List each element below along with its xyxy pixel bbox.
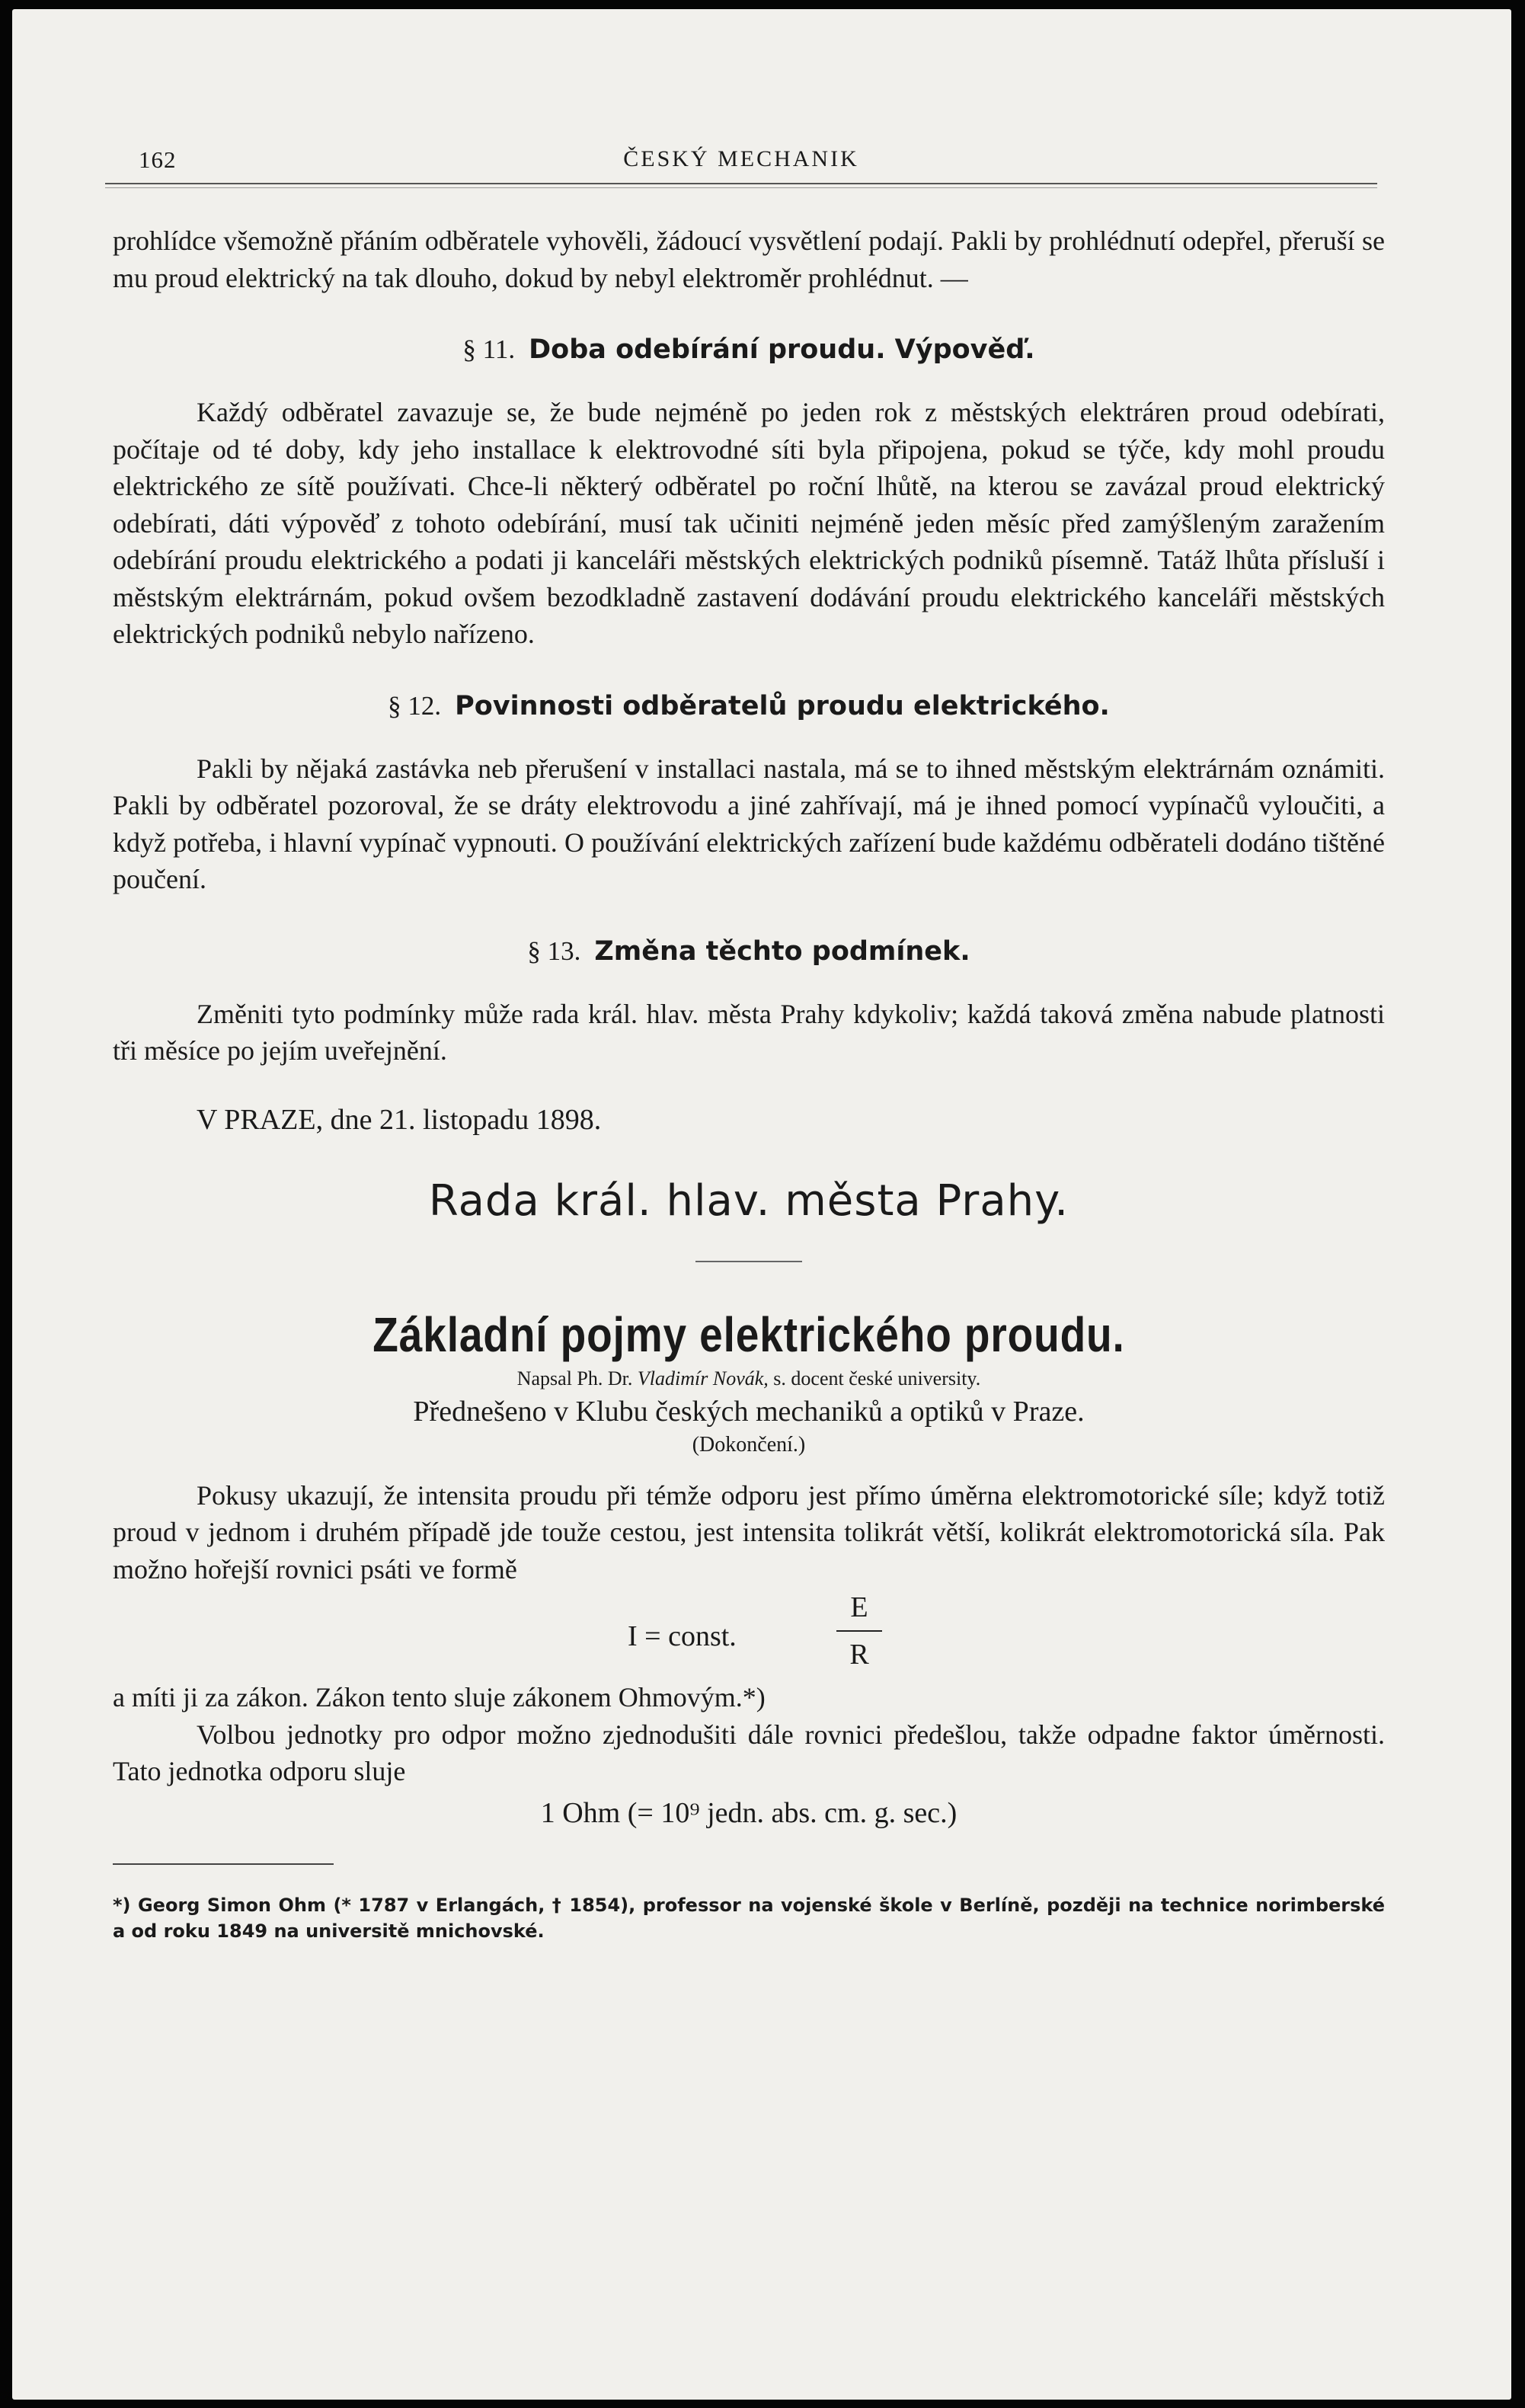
paragraph-continuation: prohlídce všemožně přáním odběratele vyhověli, žádoucí vysvětlení podají. Pakli by prohlédnutí odepřel, přeruší se mu proud elektrický na tak dlouho, dokud by nebyl elektroměr prohlédnut. — [113,225,1385,293]
formula-denominator: R [849,1639,869,1671]
venue-line: Přednešeno v Klubu českých mechaniků a optiků v Praze. [413,1395,1085,1428]
section-title: Doba odebírání proudu. Výpověď. [529,334,1035,365]
header-rule [105,183,1377,188]
paragraph: Každý odběratel zavazuje se, že bude nejméně po jeden rok z městských elektráren proud odebírati, počítaje od té doby, kdy jeho installace k elektrovodné síti byla připojena, pokud se týče, kdy mohl proudu elektrického ze sítě používati. Chce-li některý odběratel po roční lhůtě, na kterou se zavázal proud elektrický odebírati, dáti výpověď z tohoto odebírání, musí tak učiniti nejméně jeden měsíc před zamýšleným zaražením odebírání proudu elektrického a podati ji kanceláři městských elektrických podniků písemně. Tatáž lhůta přísluší i městským elektrárnám, pokud ovšem bezodkladně zastavení dodávání proudu elektrického kanceláři městských elektrických podniků nebylo nařízeno. [113,397,1385,649]
running-title: ČESKÝ MECHANIK [623,146,859,171]
byline-suffix: s. docent české university. [773,1367,981,1389]
scanned-page [12,9,1511,2400]
ohm-formula [113,1588,1385,1679]
byline-prefix: Napsal Ph. Dr. [516,1367,633,1389]
ohm-unit-definition: 1 Ohm (= 10⁹ jedn. abs. cm. g. sec.) [540,1796,958,1829]
section-11-heading [113,334,1385,365]
signature: Rada král. hlav. města Prahy. [428,1175,1069,1226]
section-number: § 13. [527,935,581,966]
paragraph: Změniti tyto podmínky může rada král. hlav. města Prahy kdykoliv; každá taková změna nabude platnosti tři měsíce po jejím uveřejnění. [113,998,1385,1066]
page-number: 162 [139,146,177,173]
section-title: Změna těchto podmínek. [594,935,970,967]
footnote: *) Georg Simon Ohm (* 1787 v Erlangách, † 1854), professor na vojenské škole v Berlíně, později na technice norimberské a od roku 1849 na universitě mnichovské. [113,1894,1385,1942]
separator-rule [695,1261,802,1262]
dateline: V PRAZE, dne 21. listopadu 1898. [197,1103,602,1136]
section-title: Povinnosti odběratelů proudu elektrického. [455,690,1110,721]
fraction-bar [836,1630,882,1632]
section-number: § 12. [388,690,442,721]
paragraph: Volbou jednotky pro odpor možno zjednodušiti dále rovnici předešlou, takže odpadne faktor úměrnosti. Tato jednotka odporu sluje [113,1719,1385,1786]
continued-note: (Dokončení.) [692,1432,806,1457]
paragraph: Pakli by nějaká zastávka neb přerušení v installaci nastala, má se to ihned městským elektrárnám oznámiti. Pakli by odběratel pozoroval, že se dráty elektrovodu a jiné zahřívají, má je ihned pomocí vypínačů vyloučiti, a když potřeba, i hlavní vypínač vypnouti. O používání elektrických zařízení bude každému odběrateli dodáno tištěné poučení. [113,753,1385,894]
paragraph: Pokusy ukazují, že intensita proudu při témže odporu jest přímo úměrna elektromotorické síle; když totiž proud v jednom i druhém případě jde touže cestou, jest intensita tolikrát větší, kolikrát elektromotorická síla. Pak možno hořejší rovnici psáti ve formě [113,1479,1385,1585]
formula-fraction [836,1588,882,1674]
section-12-heading [113,691,1385,721]
paragraph: a míti ji za zákon. Zákon tento sluje zákonem Ohmovým.*) [113,1682,766,1712]
author-name: Vladimír Novák, [637,1367,769,1389]
footnote-rule [113,1863,334,1865]
page-body [113,222,1385,1944]
page-header [105,146,1377,184]
article-title: Základní pojmy elektrického proudu. [372,1306,1125,1362]
byline [113,1367,1385,1390]
formula-numerator: E [850,1591,868,1623]
section-number: § 11. [462,334,516,364]
section-13-heading [113,936,1385,967]
formula-lhs: I = const. [628,1620,737,1652]
